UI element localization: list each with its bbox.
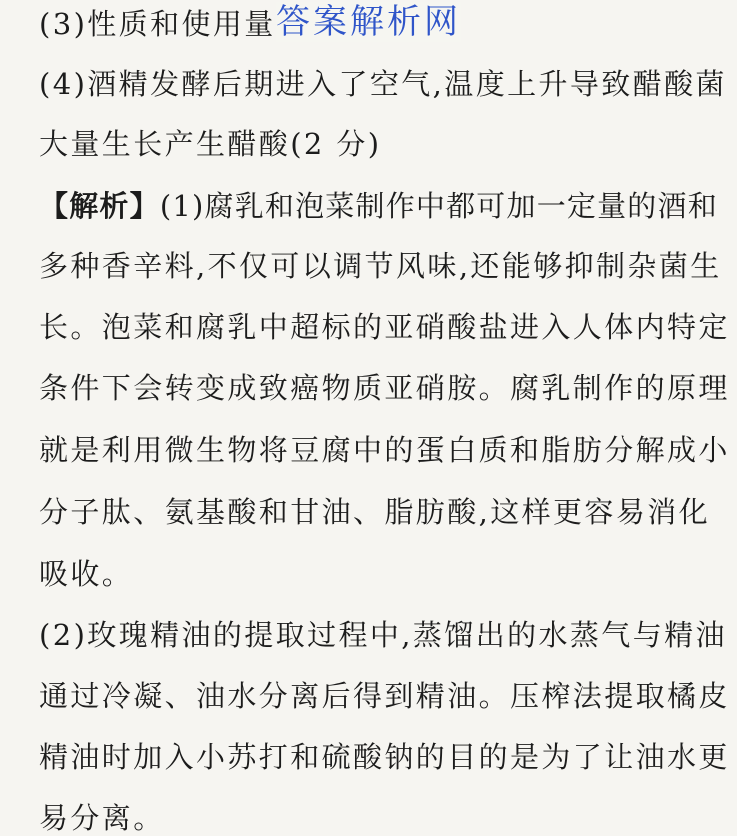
answer-line-4-continued: 大量生长产生醋酸(2 分) [39,127,382,161]
analysis-line-6: 分子肽、氨基酸和甘油、脂肪酸,这样更容易消化 [39,495,711,529]
analysis-line-7: 吸收。 [39,557,134,591]
analysis-part-2-line-3: 精油时加入小苏打和硫酸钠的目的是为了让油水更 [39,740,730,774]
analysis-line-1 [39,188,729,224]
watermark-logo: 答案解析网 [276,2,461,42]
analysis-part-2-line-4: 易分离。 [39,801,165,835]
analysis-label: 【解析】 [39,189,160,223]
analysis-part-2-line-1: (2)玫瑰精油的提取过程中,蒸馏出的水蒸气与精油 [39,618,727,652]
answer-line-4: (4)酒精发酵后期进入了空气,温度上升导致醋酸菌 [39,67,727,101]
analysis-part-2-line-2: 通过冷凝、油水分离后得到精油。压榨法提取橘皮 [39,679,730,713]
analysis-line-1-text: (1)腐乳和泡菜制作中都可加一定量的酒和 [159,189,718,223]
answer-line-3: (3)性质和使用量 [39,7,276,41]
analysis-line-2: 多种香辛料,不仅可以调节风味,还能够抑制杂菌生 [39,249,722,283]
analysis-line-3: 长。泡菜和腐乳中超标的亚硝酸盐进入人体内特定 [39,310,730,344]
analysis-line-4: 条件下会转变成致癌物质亚硝胺。腐乳制作的原理 [39,371,730,405]
analysis-line-5: 就是利用微生物将豆腐中的蛋白质和脂肪分解成小 [39,433,730,467]
